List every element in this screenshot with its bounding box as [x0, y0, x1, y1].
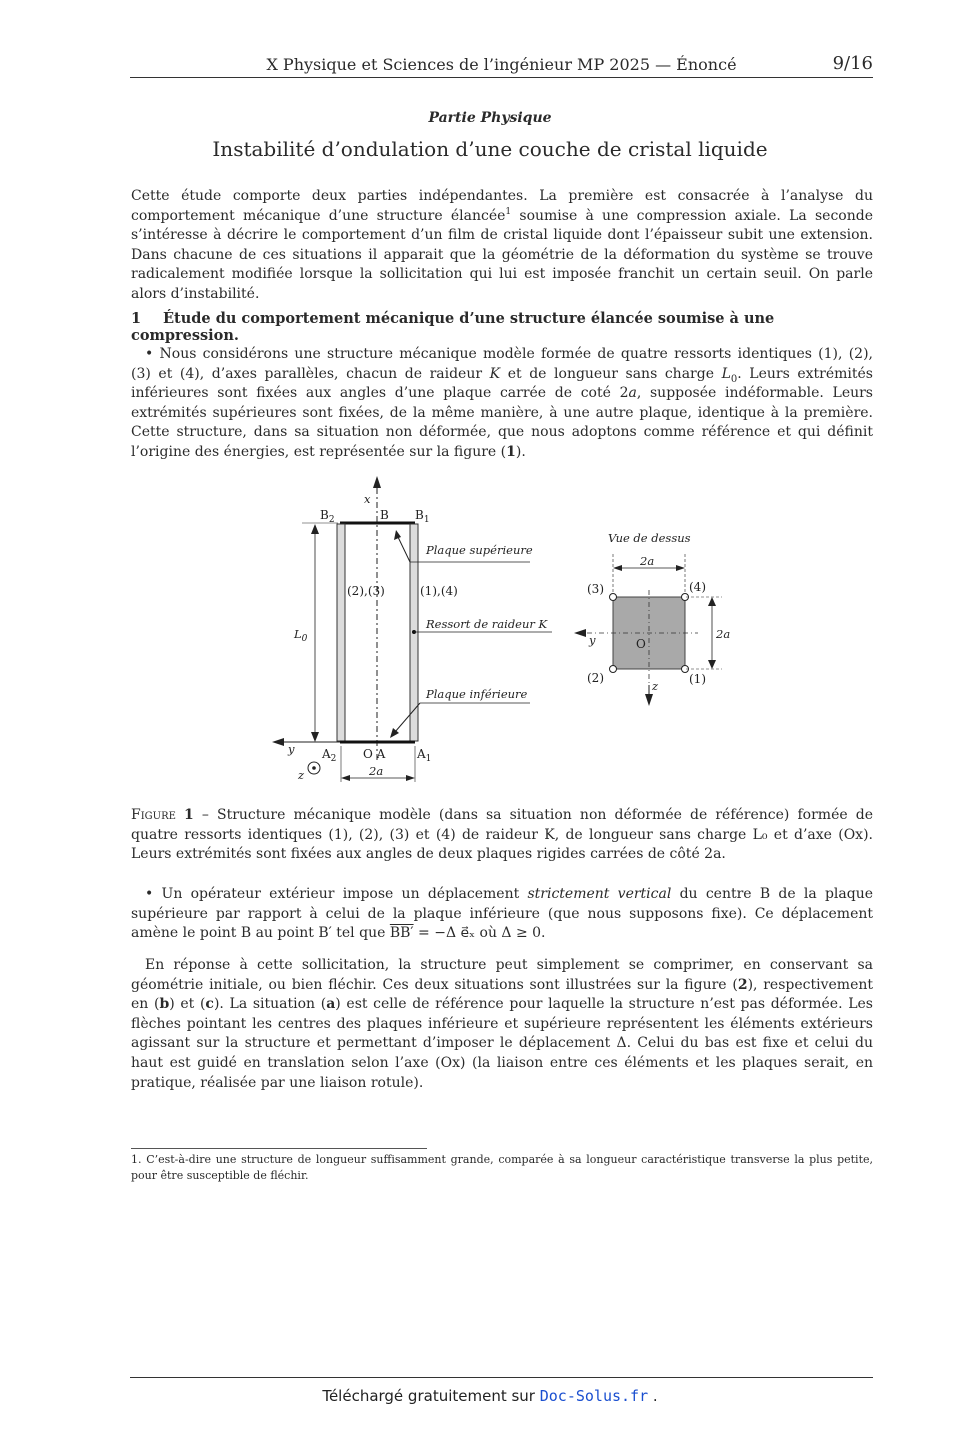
figure-1: [260, 470, 730, 800]
header-title: X Physique et Sciences de l’ingénieur MP 2025 — Énoncé: [266, 55, 737, 74]
label-springs-left: (2),(3): [347, 584, 385, 598]
arrow-top-head: [394, 530, 401, 540]
doc-solus-link[interactable]: Doc-Solus.fr: [539, 1387, 649, 1405]
top-spring-4: (4): [689, 580, 706, 594]
label-A1: $A_1$: [417, 747, 432, 764]
label-B1: $B_1$: [415, 508, 430, 525]
label-2a-right: 2a: [716, 627, 730, 641]
y-axis-arrow: [272, 738, 284, 746]
label-springs-right: (1),(4): [420, 584, 458, 598]
z-axis-label: z: [298, 768, 305, 782]
y-axis-label: y: [288, 742, 295, 756]
x-axis-label: x: [364, 492, 371, 506]
spring-left: [337, 524, 345, 741]
top-view-title: Vue de dessus: [608, 531, 691, 545]
figure-caption: Figure 1 – Structure mécanique modèle (dans sa situation non déformée de référence) formée de quatre ressorts identiques (1), (2), (3) et (4) de raideur K, de longueur sans charge L₀ et d’axe (Ox). Leurs extrémités sont fixées aux angles de deux plaques rigides carrées de côté 2a.: [131, 807, 873, 863]
top-view: [574, 531, 730, 706]
label-B2: $B_2$: [320, 508, 335, 525]
label-A2: $A_2$: [322, 747, 337, 764]
page-number: 9/16: [832, 53, 873, 74]
section-title: Étude du comportement mécanique d’une structure élancée soumise à une compression.: [131, 310, 775, 344]
section-number: 1: [131, 310, 142, 327]
label-2a-bottom: 2a: [369, 764, 384, 778]
section-heading: [131, 310, 873, 344]
bullet-paragraph-1: • Nous considérons une structure mécanique modèle formée de quatre ressorts identiques (1), (2), (3) et (4), d’axes parallèles, chacun de raideur K et de longueur sans charge $L_0$. Leurs extrémités inférieures sont fixées aux angles d’une plaque carrée de coté 2a, supposée indéformable. Leurs extrémités supérieures sont fixées, de la même manière, à une autre plaque, identique à la première. Cette structure, dans sa situation non déformée, que nous adoptons comme référence et qui définit l’origine des énergies, est représentée sur la figure (1).: [131, 346, 873, 460]
page-header: [130, 53, 873, 78]
top-spring-3: (3): [587, 582, 604, 596]
label-plaque-sup: Plaque supérieure: [426, 543, 533, 557]
part-label: Partie Physique: [428, 110, 552, 126]
intro-paragraph: Cette étude comporte deux parties indépendantes. La première est consacrée à l’analyse du comportement mécanique d’une structure élancée$^1$ soumise à une compression axiale. La seconde s’intéresse à décrire le comportement d’un film de cristal liquide dont l’épaisseur subit une extension. Dans chacune de ces situations il apparait que la géométrie de la déformation du système se trouve radicalement modifiée lorsque la sollicitation qui lui est imposée franchit un certain seuil. On parle alors d’instabilité.: [131, 188, 873, 302]
footnote: 1. C’est-à-dire une structure de longueur suffisamment grande, comparée à sa longueur caractéristique transverse la plus petite, pour être susceptible de fléchir.: [131, 1153, 873, 1182]
arrow-top-shaft: [398, 537, 410, 562]
label-O-A: O A: [363, 747, 386, 761]
top-O-label: O: [636, 637, 646, 651]
x-axis-arrow: [373, 476, 381, 488]
label-2a-top: 2a: [640, 554, 655, 568]
top-z-label: z: [652, 679, 659, 693]
footnote-rule: [131, 1148, 427, 1149]
top-spring-1: (1): [689, 672, 706, 686]
vector-BB-prime: BB′: [389, 925, 414, 942]
main-title: Instabilité d’ondulation d’une couche de cristal liquide: [212, 137, 768, 161]
label-L0: $L_0$: [294, 627, 308, 644]
paragraph-3: En réponse à cette sollicitation, la structure peut simplement se comprimer, en conservant sa géométrie initiale, ou bien fléchir. Ces deux situations sont illustrées sur la figure (2), respectivement en (b) et (c). La situation (a) est celle de référence pour laquelle la structure n’est pas déformée. Les flèches pointant les centres des plaques inférieure et supérieure représentent les éléments extérieurs agissant sur la structure et permettant d’imposer le déplacement Δ. Celui du bas est fixe et celui du haut est guidé en translation selon l’axe (Ox) (la liaison entre ces éléments et les plaques serait, en pratique, réalisée par une liaison rotule).: [131, 957, 873, 1091]
footnote-ref[interactable]: 1: [505, 206, 512, 217]
label-ressort: Ressort de raideur K: [426, 617, 548, 631]
top-spring-2: (2): [587, 671, 604, 685]
top-y-arrow: [574, 629, 586, 637]
footer: Téléchargé gratuitement sur Doc-Solus.fr .: [322, 1387, 658, 1405]
bullet-paragraph-2: • Un opérateur extérieur impose un déplacement strictement vertical du centre B de la plaque supérieure par rapport à celui de la plaque inférieure (que nous supposons fixe). Ce déplacement amène le point B au point B′ tel que BB′ = −Δ e⃗ₓ où Δ ≥ 0.: [131, 886, 873, 942]
footer-rule: [130, 1377, 873, 1378]
label-B: B: [380, 508, 389, 522]
label-plaque-inf: Plaque inférieure: [426, 687, 528, 701]
top-y-label: y: [589, 633, 596, 647]
